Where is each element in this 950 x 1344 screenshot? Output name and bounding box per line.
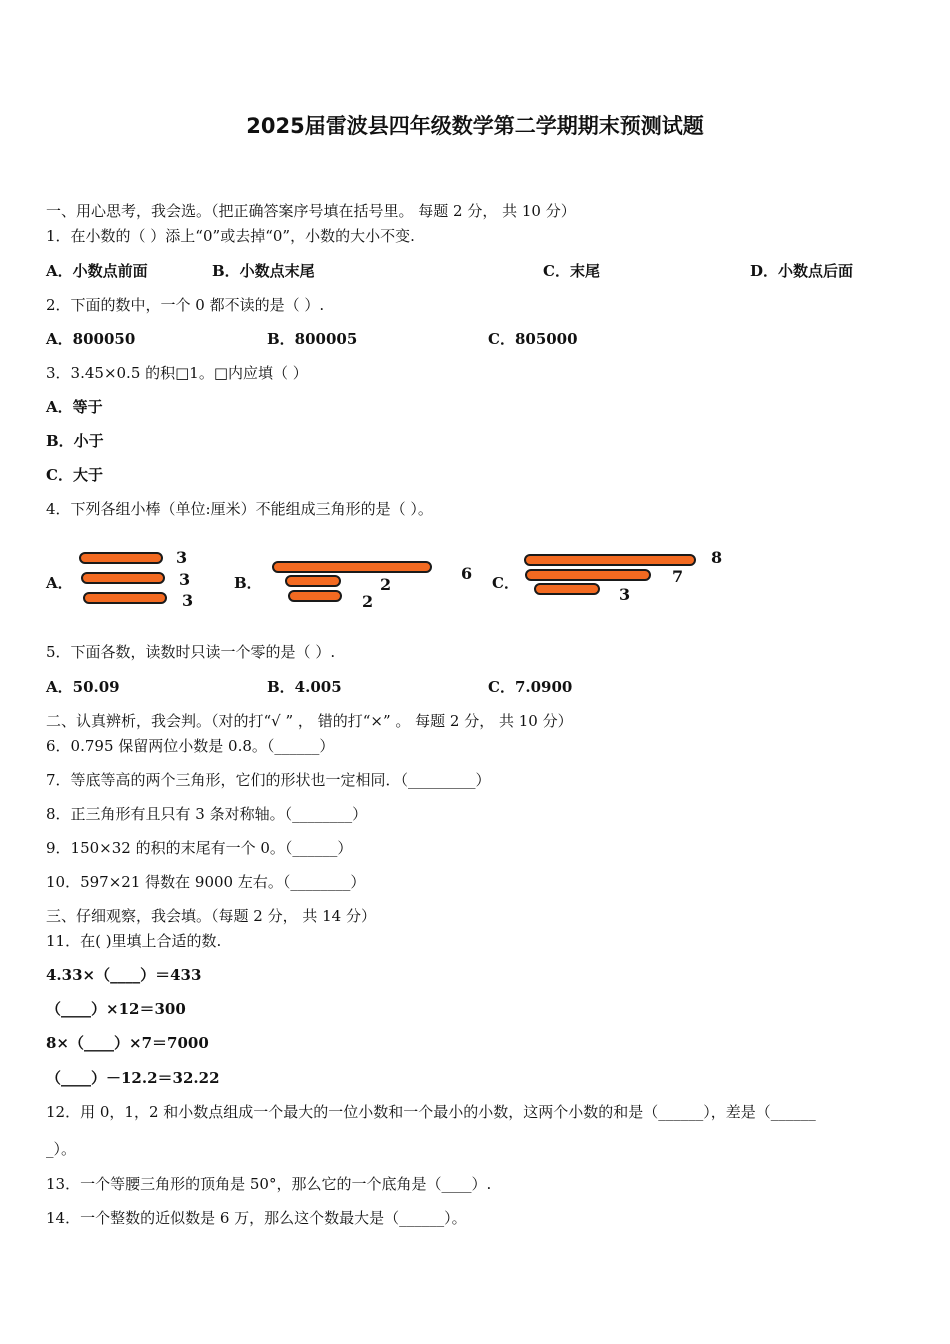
q10: 10．597×21 得数在 9000 左右。（________） xyxy=(46,873,366,891)
stick-b1-length: 6 xyxy=(461,564,473,583)
q11-stem: 11．在( )里填上合适的数. xyxy=(46,932,222,950)
section2-heading: 二、认真辨析，我会判。（对的打“√ ” ， 错的打“×” 。 每题 2 分， 共 10 分） xyxy=(46,712,573,730)
stick-c2 xyxy=(525,569,651,581)
q1-option-d: D．小数点后面 xyxy=(750,262,854,280)
q7: 7．等底等高的两个三角形，它们的形状也一定相同．（_________） xyxy=(46,771,491,789)
stick-a3-length: 3 xyxy=(182,591,194,610)
q12-line-1: 12．用 0，1，2 和小数点组成一个最大的一位小数和一个最小的小数，这两个小数的和是（______），差是（______ xyxy=(46,1103,816,1121)
q14: 14．一个整数的近似数是 6 万，那么这个数最大是（______）。 xyxy=(46,1209,467,1227)
q5-option-b: B．4.005 xyxy=(267,678,342,696)
stick-a2-length: 3 xyxy=(179,570,191,589)
q9: 9．150×32 的积的末尾有一个 0。（______） xyxy=(46,839,353,857)
q2-option-c: C．805000 xyxy=(488,330,578,348)
q11-line-2: （____）×12＝300 xyxy=(46,1000,186,1018)
stick-c3-length: 3 xyxy=(619,585,631,604)
stick-b2 xyxy=(285,575,341,587)
q1-option-a: A．小数点前面 xyxy=(46,262,148,280)
stick-b1 xyxy=(272,561,432,573)
q12-line-2: _）。 xyxy=(46,1140,77,1158)
q5-stem: 5．下面各数，读数时只读一个零的是（ ）. xyxy=(46,643,336,661)
q2-option-a: A．800050 xyxy=(46,330,136,348)
q8: 8．正三角形有且只有 3 条对称轴。（________） xyxy=(46,805,368,823)
stick-a3 xyxy=(83,592,167,604)
q3-option-c: C．大于 xyxy=(46,466,103,484)
q2-stem: 2．下面的数中，一个 0 都不读的是（ ）. xyxy=(46,296,325,314)
section3-heading: 三、仔细观察，我会填。（每题 2 分， 共 14 分） xyxy=(46,907,376,925)
page-title: 2025届雷波县四年级数学第二学期期末预测试题 xyxy=(246,114,704,138)
stick-b2-length: 2 xyxy=(380,575,392,594)
q1-option-c: C．末尾 xyxy=(543,262,600,280)
stick-c1 xyxy=(524,554,696,566)
section1-heading: 一、用心思考，我会选。（把正确答案序号填在括号里。 每题 2 分， 共 10 分） xyxy=(46,202,576,220)
q1-option-b: B．小数点末尾 xyxy=(212,262,315,280)
q3-option-b: B．小于 xyxy=(46,432,104,450)
stick-c1-length: 8 xyxy=(711,548,723,567)
q13: 13．一个等腰三角形的顶角是 50°，那么它的一个底角是（____）. xyxy=(46,1175,492,1193)
q1-stem: 1．在小数的（ ）添上“0”或去掉“0”，小数的大小不变. xyxy=(46,227,415,245)
stick-a1-length: 3 xyxy=(176,548,188,567)
q11-line-1: 4.33×（____）＝433 xyxy=(46,966,202,984)
q11-line-4: （____）－12.2＝32.22 xyxy=(46,1069,220,1087)
q4-group-c-label: C． xyxy=(492,574,519,592)
q4-group-a-label: A． xyxy=(46,574,73,592)
q3-stem: 3．3.45×0.5 的积□1。□内应填（ ） xyxy=(46,364,308,382)
q3-option-a: A．等于 xyxy=(46,398,103,416)
q6: 6．0.795 保留两位小数是 0.8。（______） xyxy=(46,737,335,755)
q4-stem: 4．下列各组小棒（单位:厘米）不能组成三角形的是（ ）。 xyxy=(46,500,433,518)
q5-option-a: A．50.09 xyxy=(46,678,120,696)
stick-a2 xyxy=(81,572,165,584)
stick-a1 xyxy=(79,552,163,564)
stick-b3 xyxy=(288,590,342,602)
q4-group-b-label: B． xyxy=(234,574,262,592)
q5-option-c: C．7.0900 xyxy=(488,678,573,696)
q11-line-3: 8×（____）×7＝7000 xyxy=(46,1034,209,1052)
stick-b3-length: 2 xyxy=(362,592,374,611)
stick-c3 xyxy=(534,583,600,595)
stick-c2-length: 7 xyxy=(672,567,684,586)
q2-option-b: B．800005 xyxy=(267,330,358,348)
